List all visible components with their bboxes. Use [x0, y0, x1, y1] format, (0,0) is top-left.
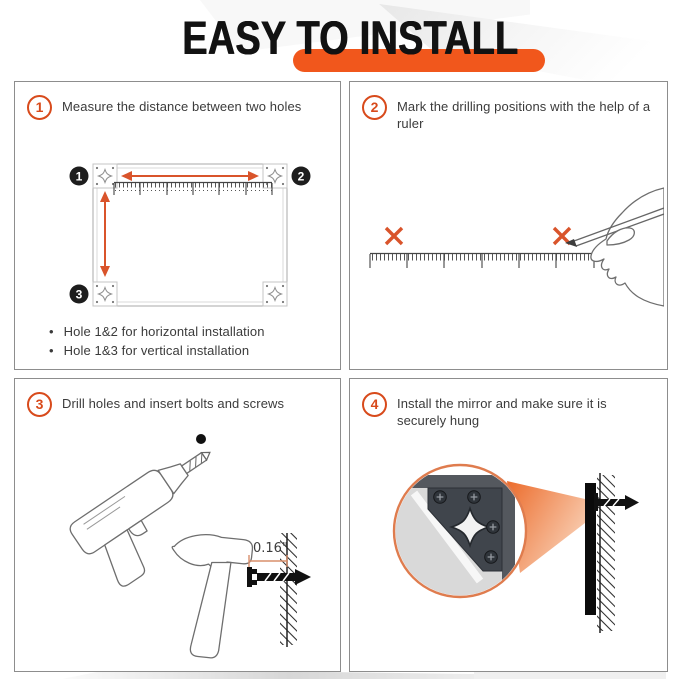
step-1-text: Measure the distance between two holes: [62, 99, 302, 114]
bottom-shadow-decoration-2: [474, 672, 666, 679]
step-2-diagram: [356, 182, 664, 354]
screw-icon: [247, 567, 311, 587]
svg-text:1: 1: [75, 169, 83, 184]
bracket-closeup: [386, 475, 528, 615]
step-3-diagram: [25, 415, 332, 667]
step-2-header: [350, 82, 667, 132]
drilled-hole-dot: [196, 434, 206, 444]
step-3-panel: [14, 378, 341, 672]
step-2-panel: [349, 81, 668, 370]
hole-1-badge: [70, 167, 89, 186]
step-2-number-badge: 2: [362, 95, 387, 120]
step-4-header: [350, 379, 667, 429]
vertical-measure-arrow: [100, 191, 110, 277]
x-mark-right-icon: [554, 228, 570, 244]
ruler-icon: [370, 254, 594, 269]
step-1-diagram: [39, 154, 315, 314]
horizontal-measure-arrow: [121, 171, 259, 181]
wall-side-view: [585, 473, 615, 633]
step-2-text: Mark the drilling positions with the help of a ruler: [397, 99, 651, 132]
step-4-number-badge: 4: [362, 392, 387, 417]
note-vertical: • Hole 1&3 for vertical installation: [49, 343, 265, 358]
step-4-text: Install the mirror and make sure it is securely hung: [397, 396, 607, 429]
hole-2-badge: [292, 167, 311, 186]
note-horizontal: • Hole 1&2 for horizontal installation: [49, 324, 265, 339]
step-3-number-badge: 3: [27, 392, 52, 417]
step-3-text: Drill holes and insert bolts and screws: [62, 396, 285, 411]
svg-text:3: 3: [75, 287, 83, 302]
hole-3-badge: [70, 285, 89, 304]
page-title: EASY TO INSTALL: [182, 11, 519, 64]
step-4-panel: [349, 378, 668, 672]
step-1-number-badge: 1: [27, 95, 52, 120]
step-1-header: [15, 82, 340, 120]
installation-notes: [49, 320, 265, 362]
hammer-icon: [161, 531, 253, 661]
step-3-header: [15, 379, 340, 417]
step-1-panel: [14, 81, 341, 370]
distance-label: 0.16": [253, 541, 288, 556]
steps-grid: [14, 81, 668, 672]
hand-with-pencil-icon: [565, 188, 664, 306]
x-mark-left-icon: [386, 228, 402, 244]
header: [0, 8, 679, 74]
svg-text:2: 2: [297, 169, 305, 184]
ruler-icon: [114, 183, 272, 196]
step-4-diagram: [362, 437, 662, 669]
